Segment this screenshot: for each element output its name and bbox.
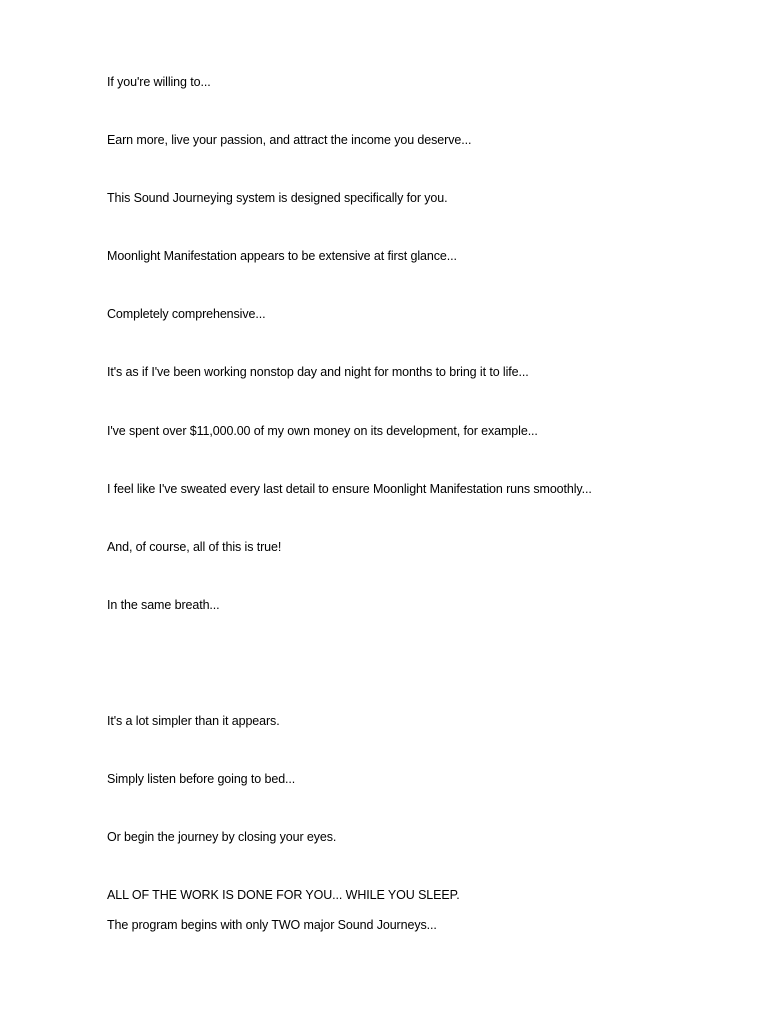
paragraph: The program begins with only TWO major Sound Journeys... [107, 918, 437, 932]
paragraph: Completely comprehensive... [107, 307, 266, 321]
paragraph: It's as if I've been working nonstop day and night for months to bring it to life... [107, 365, 529, 379]
paragraph: I feel like I've sweated every last detail to ensure Moonlight Manifestation runs smoothly... [107, 482, 592, 496]
paragraph: Earn more, live your passion, and attract the income you deserve... [107, 133, 472, 147]
paragraph: Moonlight Manifestation appears to be extensive at first glance... [107, 249, 457, 263]
paragraph: If you're willing to... [107, 75, 211, 89]
paragraph: This Sound Journeying system is designed specifically for you. [107, 191, 448, 205]
paragraph: ALL OF THE WORK IS DONE FOR YOU... WHILE YOU SLEEP. [107, 888, 460, 902]
paragraph: I've spent over $11,000.00 of my own money on its development, for example... [107, 424, 538, 438]
paragraph: It's a lot simpler than it appears. [107, 714, 280, 728]
paragraph: Simply listen before going to bed... [107, 772, 296, 786]
paragraph: In the same breath... [107, 598, 220, 612]
paragraph: And, of course, all of this is true! [107, 540, 282, 554]
paragraph: Or begin the journey by closing your eyes. [107, 830, 337, 844]
